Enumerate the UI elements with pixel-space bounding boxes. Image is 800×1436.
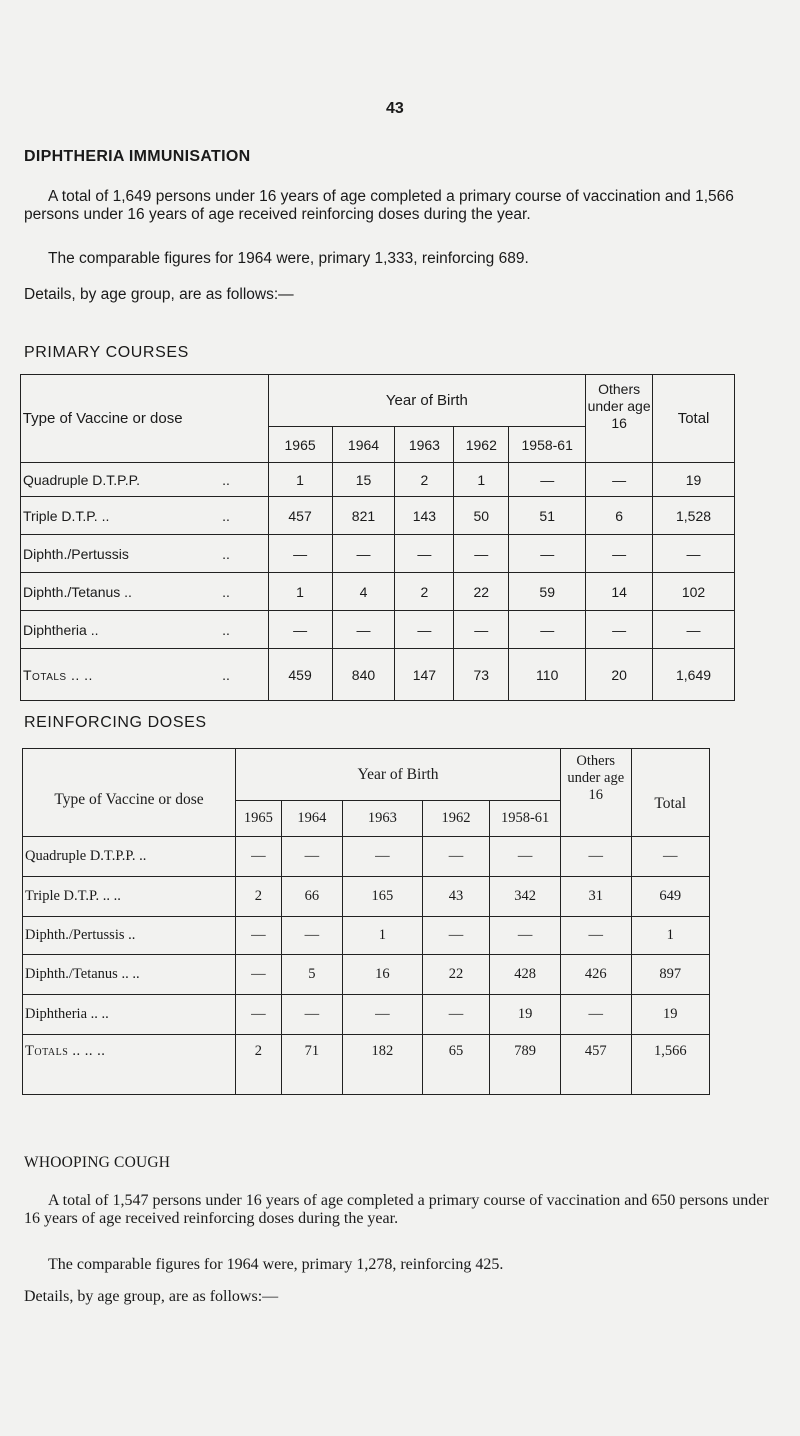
- cell: 1: [268, 573, 332, 611]
- cell: 65: [422, 1035, 490, 1095]
- cell: —: [268, 535, 332, 573]
- cell: 14: [586, 573, 653, 611]
- cell: 649: [631, 877, 710, 917]
- reinforcing-header-year: 1958-61: [490, 801, 561, 837]
- row-type: Triple D.T.P. ..: [21, 497, 185, 535]
- cell: —: [586, 611, 653, 649]
- primary-header-year: 1962: [454, 427, 509, 463]
- primary-courses-title: PRIMARY COURSES: [24, 344, 189, 361]
- reinforcing-header-year-of-birth: Year of Birth: [236, 749, 561, 801]
- primary-header-type: Type of Vaccine or dose: [21, 375, 185, 463]
- row-type: Diphth./Tetanus ..: [21, 573, 185, 611]
- whooping-paragraph-1: [24, 1192, 780, 1228]
- cell: —: [343, 837, 423, 877]
- cell: —: [561, 995, 631, 1035]
- row-type: Diphtheria .. ..: [23, 995, 236, 1035]
- cell: —: [490, 917, 561, 955]
- row-type: Diphtheria ..: [21, 611, 185, 649]
- table-row: [23, 955, 710, 995]
- cell: —: [653, 535, 735, 573]
- cell: 459: [268, 649, 332, 701]
- row-type: Diphth./Pertussis: [21, 535, 185, 573]
- reinforcing-header-year: 1965: [236, 801, 282, 837]
- table-row: [21, 463, 735, 497]
- row-type: Diphth./Tetanus .. ..: [23, 955, 236, 995]
- table-row: [21, 611, 735, 649]
- cell: —: [422, 995, 490, 1035]
- cell: —: [653, 611, 735, 649]
- table-row: [23, 877, 710, 917]
- cell: 66: [281, 877, 342, 917]
- cell: —: [395, 535, 454, 573]
- table-row: [23, 837, 710, 877]
- whooping-p3-text: Details, by age group, are as follows:—: [24, 1288, 279, 1305]
- cell: 1,528: [653, 497, 735, 535]
- cell: —: [490, 837, 561, 877]
- primary-courses-table: [20, 374, 735, 701]
- reinforcing-header-others: Others under age 16: [561, 749, 631, 837]
- cell: —: [561, 917, 631, 955]
- whooping-paragraph-3: [24, 1288, 780, 1306]
- cell: 20: [586, 649, 653, 701]
- row-type: Diphth./Pertussis ..: [23, 917, 236, 955]
- cell: 110: [509, 649, 586, 701]
- page-heading: DIPHTHERIA IMMUNISATION: [24, 148, 251, 165]
- reinforcing-doses-title: REINFORCING DOSES: [24, 714, 207, 731]
- cell: —: [332, 535, 395, 573]
- table-row: [23, 995, 710, 1035]
- cell: 821: [332, 497, 395, 535]
- cell: 1: [268, 463, 332, 497]
- table-row: [21, 497, 735, 535]
- cell: 1,649: [653, 649, 735, 701]
- reinforcing-doses-table: [22, 748, 710, 1095]
- row-type: Totals .. ..: [21, 649, 185, 701]
- cell: 102: [653, 573, 735, 611]
- row-dots: ..: [184, 497, 268, 535]
- reinforcing-header-year: 1963: [343, 801, 423, 837]
- primary-header-blank: [184, 375, 268, 463]
- cell: —: [509, 535, 586, 573]
- whooping-cough-heading: WHOOPING COUGH: [24, 1154, 171, 1171]
- cell: 457: [561, 1035, 631, 1095]
- cell: —: [236, 837, 282, 877]
- primary-header-year: 1958-61: [509, 427, 586, 463]
- cell: —: [631, 837, 710, 877]
- cell: 342: [490, 877, 561, 917]
- page-number: 43: [386, 100, 404, 117]
- cell: —: [343, 995, 423, 1035]
- cell: 147: [395, 649, 454, 701]
- primary-header-year: 1965: [268, 427, 332, 463]
- reinforcing-header-year: 1964: [281, 801, 342, 837]
- primary-header-others: Others under age 16: [586, 375, 653, 463]
- cell: 50: [454, 497, 509, 535]
- row-dots: ..: [184, 535, 268, 573]
- whooping-p1-text: A total of 1,547 persons under 16 years of age completed a primary course of vaccination and 650 persons under 16 years of age received reinforcing doses during the year.: [24, 1192, 769, 1227]
- cell: 22: [454, 573, 509, 611]
- cell: 1: [343, 917, 423, 955]
- cell: —: [422, 917, 490, 955]
- intro-paragraph-3: [24, 286, 780, 304]
- cell: 15: [332, 463, 395, 497]
- reinforcing-header-type: Type of Vaccine or dose: [23, 749, 236, 837]
- cell: 6: [586, 497, 653, 535]
- cell: 31: [561, 877, 631, 917]
- cell: —: [561, 837, 631, 877]
- cell: —: [454, 611, 509, 649]
- cell: 1: [454, 463, 509, 497]
- cell: 1,566: [631, 1035, 710, 1095]
- cell: 143: [395, 497, 454, 535]
- primary-header-year: 1964: [332, 427, 395, 463]
- cell: 73: [454, 649, 509, 701]
- primary-header-total: Total: [653, 375, 735, 463]
- cell: 4: [332, 573, 395, 611]
- cell: 2: [236, 877, 282, 917]
- cell: 16: [343, 955, 423, 995]
- cell: 428: [490, 955, 561, 995]
- cell: 19: [631, 995, 710, 1035]
- row-type: Quadruple D.T.P.P. ..: [23, 837, 236, 877]
- cell: 457: [268, 497, 332, 535]
- cell: 5: [281, 955, 342, 995]
- totals-row: [23, 1035, 710, 1095]
- cell: —: [586, 535, 653, 573]
- row-dots: ..: [184, 611, 268, 649]
- cell: —: [586, 463, 653, 497]
- cell: 840: [332, 649, 395, 701]
- intro-paragraph-2: [24, 250, 780, 268]
- reinforcing-header-total: Total: [631, 749, 710, 837]
- cell: 789: [490, 1035, 561, 1095]
- primary-header-year: 1963: [395, 427, 454, 463]
- cell: —: [454, 535, 509, 573]
- cell: 19: [490, 995, 561, 1035]
- cell: —: [509, 463, 586, 497]
- cell: —: [509, 611, 586, 649]
- cell: —: [395, 611, 454, 649]
- row-type: Triple D.T.P. .. ..: [23, 877, 236, 917]
- cell: 182: [343, 1035, 423, 1095]
- reinforcing-header-year: 1962: [422, 801, 490, 837]
- row-dots: ..: [184, 573, 268, 611]
- table-row: [23, 917, 710, 955]
- totals-row: [21, 649, 735, 701]
- cell: —: [281, 837, 342, 877]
- cell: 22: [422, 955, 490, 995]
- cell: —: [236, 995, 282, 1035]
- cell: 59: [509, 573, 586, 611]
- cell: 43: [422, 877, 490, 917]
- cell: —: [422, 837, 490, 877]
- row-dots: ..: [184, 463, 268, 497]
- intro-paragraph-1: [24, 188, 780, 224]
- cell: 426: [561, 955, 631, 995]
- cell: 51: [509, 497, 586, 535]
- whooping-p2-text: The comparable figures for 1964 were, primary 1,278, reinforcing 425.: [48, 1256, 504, 1273]
- cell: 71: [281, 1035, 342, 1095]
- cell: 2: [395, 463, 454, 497]
- cell: —: [268, 611, 332, 649]
- whooping-paragraph-2: [24, 1256, 780, 1274]
- cell: 19: [653, 463, 735, 497]
- intro-p1-text: A total of 1,649 persons under 16 years of age completed a primary course of vaccination and 1,566 persons under 16 years of age received reinforcing doses during the year.: [24, 188, 734, 223]
- table-row: [21, 535, 735, 573]
- intro-p3-text: Details, by age group, are as follows:—: [24, 286, 294, 303]
- cell: —: [236, 917, 282, 955]
- cell: 165: [343, 877, 423, 917]
- table-row: [21, 573, 735, 611]
- cell: 1: [631, 917, 710, 955]
- row-type: Quadruple D.T.P.P.: [21, 463, 185, 497]
- cell: —: [332, 611, 395, 649]
- cell: 2: [236, 1035, 282, 1095]
- primary-header-year-of-birth: Year of Birth: [268, 375, 586, 427]
- cell: —: [281, 995, 342, 1035]
- intro-p2-text: The comparable figures for 1964 were, primary 1,333, reinforcing 689.: [48, 250, 529, 267]
- cell: —: [236, 955, 282, 995]
- cell: —: [281, 917, 342, 955]
- row-type: Totals .. .. ..: [23, 1035, 236, 1095]
- cell: 897: [631, 955, 710, 995]
- row-dots: ..: [184, 649, 268, 701]
- cell: 2: [395, 573, 454, 611]
